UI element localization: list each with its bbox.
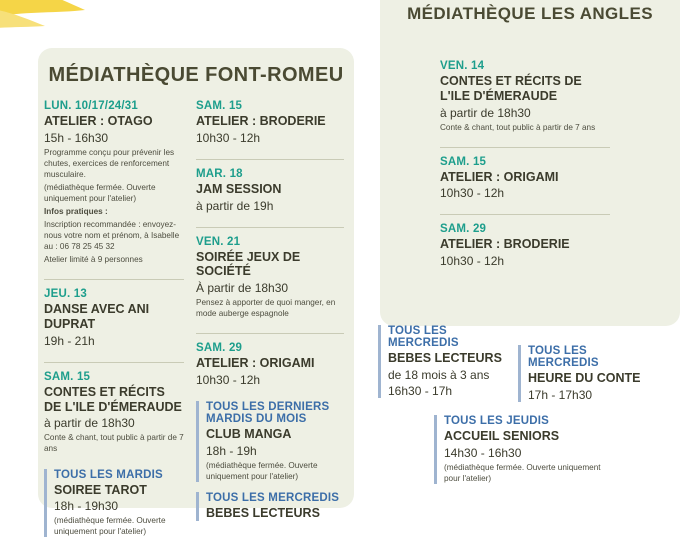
event-note-infos-label: Infos pratiques :	[44, 206, 184, 217]
event-item	[44, 100, 184, 265]
les-angles-column-1	[440, 60, 610, 282]
event-time: à partir de 19h	[196, 199, 344, 213]
event-time: À partir de 18h30	[196, 281, 344, 295]
font-romeu-column-2	[196, 100, 344, 523]
event-title: ATELIER : OTAGO	[44, 114, 184, 129]
divider	[440, 147, 610, 148]
event-time: à partir de 18h30	[440, 106, 610, 120]
recurring-date: TOUS LES JEUDIS	[444, 415, 604, 427]
event-title: ATELIER : BRODERIE	[196, 114, 344, 129]
recurring-item	[434, 415, 604, 484]
recurring-date: TOUS LES MARDIS	[54, 469, 184, 481]
recurring-date: TOUS LES MERCREDIS	[388, 325, 510, 349]
event-time: 15h - 16h30	[44, 131, 184, 145]
recurring-note: (médiathèque fermée. Ouverte uniquement pour l'atelier)	[54, 515, 184, 537]
event-note: Programme conçu pour prévenir les chutes, exercices de renforcement musculaire.	[44, 147, 184, 180]
recurring-title: SOIREE TAROT	[54, 483, 184, 498]
recurring-heure-du-conte	[518, 345, 658, 404]
recurring-item	[378, 325, 510, 398]
event-title: CONTES ET RÉCITS DE L'ILE D'ÉMERAUDE	[440, 74, 610, 104]
recurring-title: BEBES LECTEURS	[206, 506, 344, 521]
event-time: 10h30 - 12h	[196, 131, 344, 145]
recurring-accueil-seniors	[434, 415, 604, 484]
recurring-title: ACCUEIL SENIORS	[444, 429, 604, 444]
event-title: ATELIER : BRODERIE	[440, 237, 610, 252]
divider	[440, 214, 610, 215]
recurring-item	[44, 469, 184, 537]
event-title: SOIRÉE JEUX DE SOCIÉTÉ	[196, 250, 344, 280]
event-item	[196, 100, 344, 145]
event-date: SAM. 15	[44, 371, 184, 383]
recurring-bebes-lecteurs	[378, 325, 510, 400]
recurring-title: BEBES LECTEURS	[388, 351, 510, 366]
event-time: 10h30 - 12h	[196, 373, 344, 387]
event-date: SAM. 29	[440, 223, 610, 235]
event-item	[440, 156, 610, 201]
event-note-infos: Inscription recommandée : envoyez-nous votre nom et prénom, à Isabelle au : 06 78 25 45 32	[44, 219, 184, 252]
event-item	[196, 168, 344, 213]
recurring-title: CLUB MANGA	[206, 427, 344, 442]
event-date: JEU. 13	[44, 288, 184, 300]
event-title: ATELIER : ORIGAMI	[196, 356, 344, 371]
event-item	[440, 223, 610, 268]
event-date: SAM. 29	[196, 342, 344, 354]
recurring-note: (médiathèque fermée. Ouverte uniquement pour l'atelier)	[444, 462, 604, 484]
decorative-swoosh	[0, 0, 110, 50]
recurring-title: HEURE DU CONTE	[528, 371, 658, 386]
event-note-limit: Atelier limité à 9 personnes	[44, 254, 184, 265]
divider	[44, 279, 184, 280]
recurring-item	[518, 345, 658, 402]
event-date: SAM. 15	[440, 156, 610, 168]
font-romeu-column-1	[44, 100, 184, 537]
recurring-time: 14h30 - 16h30	[444, 446, 604, 460]
recurring-time: 18h - 19h30	[54, 499, 184, 513]
recurring-date: TOUS LES MERCREDIS	[206, 492, 344, 504]
recurring-subtitle: de 18 mois à 3 ans	[388, 368, 510, 382]
event-title: CONTES ET RÉCITS DE L'ILE D'ÉMERAUDE	[44, 385, 184, 415]
event-item	[196, 236, 344, 320]
event-item	[440, 60, 610, 133]
event-date: SAM. 15	[196, 100, 344, 112]
recurring-note: (médiathèque fermée. Ouverte uniquement pour l'atelier)	[206, 460, 344, 482]
event-note: Pensez à apporter de quoi manger, en mode auberge espagnole	[196, 297, 344, 319]
event-time: 19h - 21h	[44, 334, 184, 348]
event-title: DANSE AVEC ANI DUPRAT	[44, 302, 184, 332]
divider	[196, 227, 344, 228]
event-title: ATELIER : ORIGAMI	[440, 170, 610, 185]
recurring-time: 17h - 17h30	[528, 388, 658, 402]
event-note: Conte & chant, tout public à partir de 7 ans	[44, 432, 184, 454]
recurring-item	[196, 492, 344, 521]
event-date: VEN. 14	[440, 60, 610, 72]
event-note-closed: (médiathèque fermée. Ouverte uniquement pour l'atelier)	[44, 182, 184, 204]
event-item	[44, 288, 184, 348]
event-time: à partir de 18h30	[44, 416, 184, 430]
divider	[44, 362, 184, 363]
event-time: 10h30 - 12h	[440, 186, 610, 200]
event-date: LUN. 10/17/24/31	[44, 100, 184, 112]
divider	[196, 333, 344, 334]
recurring-time: 18h - 19h	[206, 444, 344, 458]
title-font-romeu: MÉDIATHÈQUE FONT-ROMEU	[38, 64, 354, 87]
event-date: VEN. 21	[196, 236, 344, 248]
event-time: 10h30 - 12h	[440, 254, 610, 268]
event-date: MAR. 18	[196, 168, 344, 180]
recurring-time: 16h30 - 17h	[388, 384, 510, 398]
title-les-angles: MÉDIATHÈQUE LES ANGLES	[380, 4, 680, 24]
event-item	[196, 342, 344, 387]
recurring-date: TOUS LES MERCREDIS	[528, 345, 658, 369]
event-note: Conte & chant, tout public à partir de 7 ans	[440, 122, 610, 133]
event-item	[44, 371, 184, 455]
recurring-item	[196, 401, 344, 482]
recurring-date: TOUS LES DERNIERS MARDIS DU MOIS	[206, 401, 344, 425]
event-title: JAM SESSION	[196, 182, 344, 197]
divider	[196, 159, 344, 160]
